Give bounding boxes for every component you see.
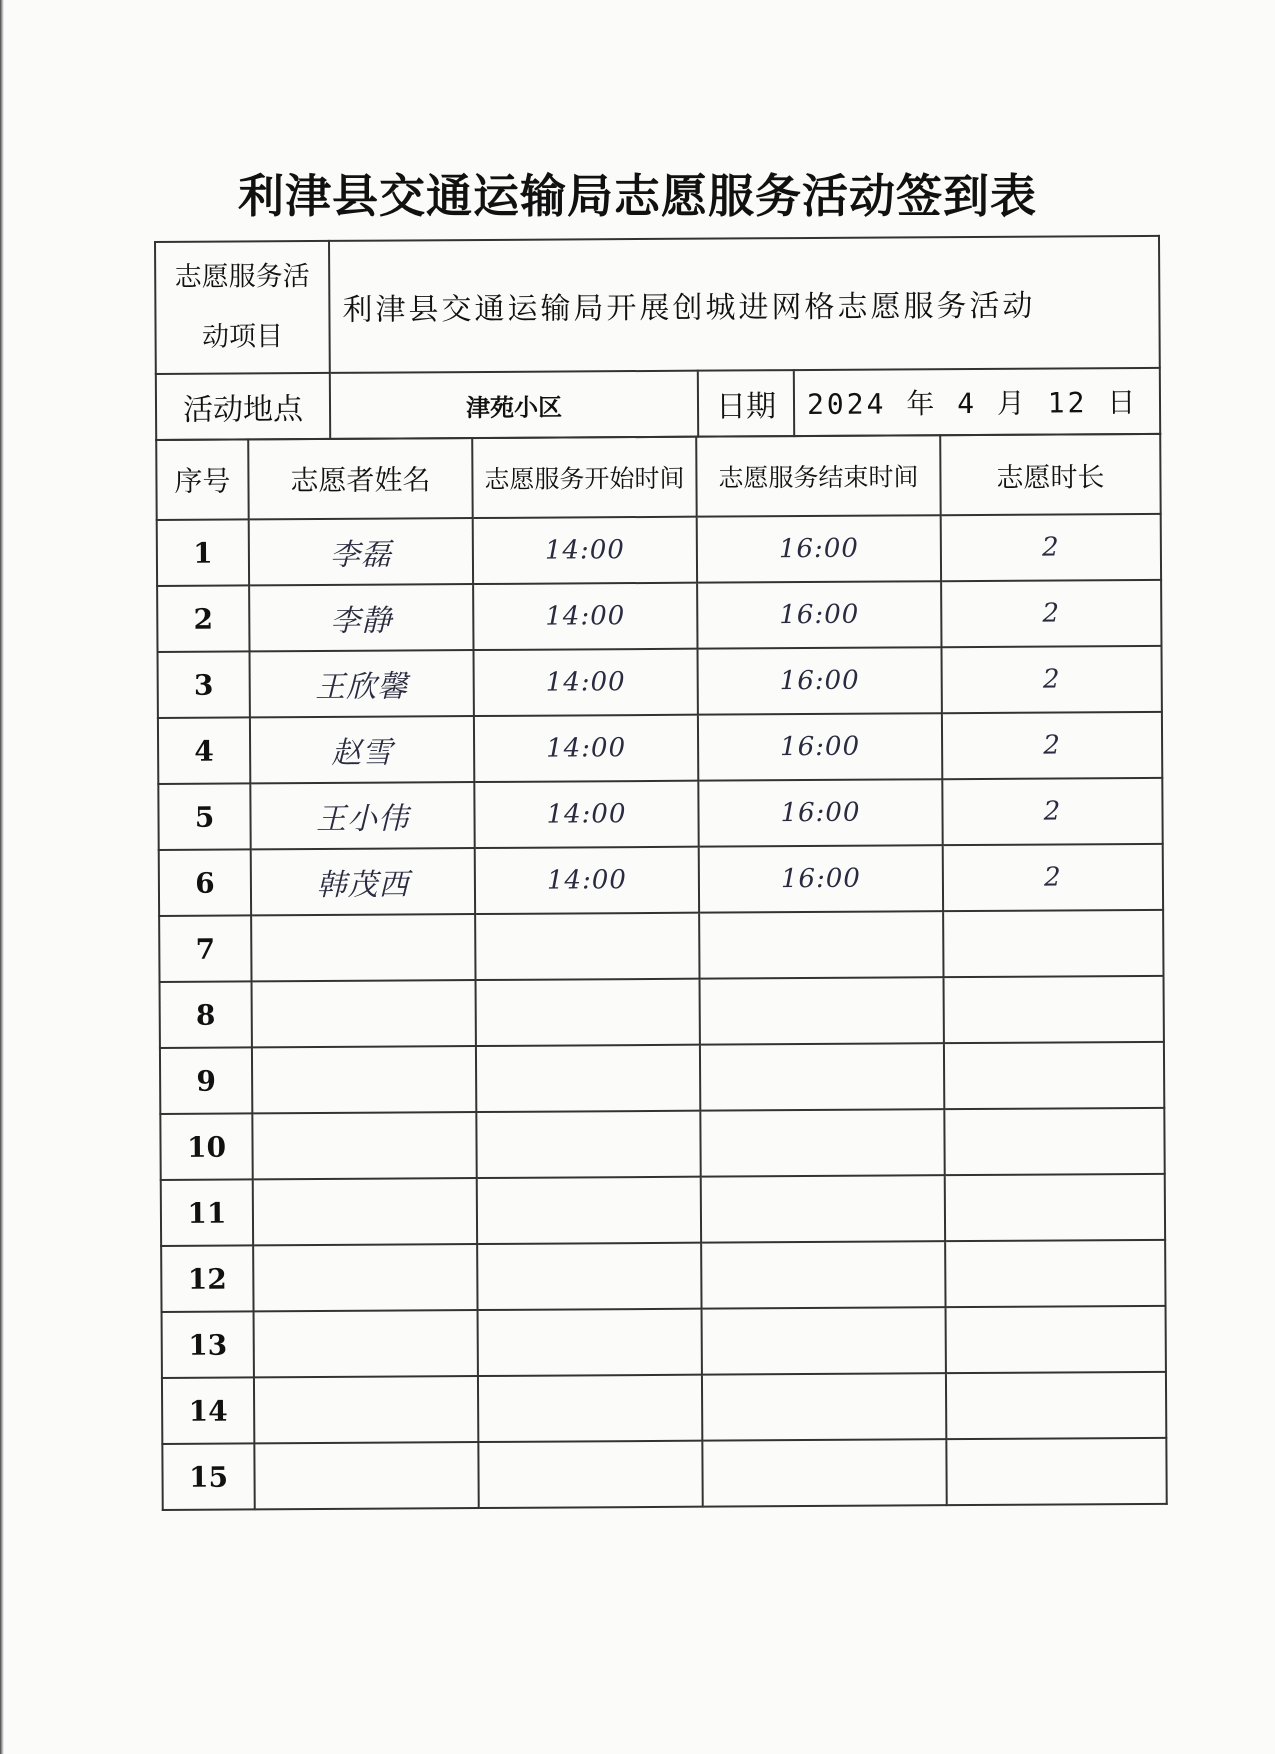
row-start-time (477, 1243, 701, 1310)
table-row (162, 1372, 1166, 1444)
row-start-time (476, 979, 700, 1046)
row-end-time: 16:00 (697, 515, 941, 582)
row-seq: 8 (160, 981, 252, 1048)
row-duration: 2 (942, 778, 1162, 845)
row-duration (945, 1240, 1165, 1307)
row-seq: 14 (162, 1377, 254, 1444)
row-end-time (702, 1373, 946, 1440)
row-seq: 11 (161, 1179, 253, 1246)
row-volunteer-name (254, 1442, 478, 1509)
row-seq: 12 (161, 1245, 253, 1312)
row-duration: 2 (941, 580, 1161, 647)
row-duration: 2 (941, 514, 1161, 581)
row-seq: 1 (157, 519, 249, 586)
table-row (157, 580, 1161, 652)
row-duration: 2 (942, 712, 1162, 779)
header-start-time: 志愿服务开始时间 (472, 437, 696, 518)
row-seq: 6 (159, 849, 251, 916)
row-volunteer-name (252, 1046, 476, 1113)
row-end-time (701, 1175, 945, 1242)
row-seq: 10 (160, 1113, 252, 1180)
row-end-time: 16:00 (697, 581, 941, 648)
row-end-time: 16:00 (698, 779, 942, 846)
row-start-time: 14:00 (474, 649, 698, 716)
table-row (160, 1108, 1164, 1180)
row-volunteer-name: 韩茂西 (251, 848, 475, 915)
table-row (157, 514, 1161, 586)
row-volunteer-name (254, 1310, 478, 1377)
row-end-time (700, 1109, 944, 1176)
row-start-time (478, 1375, 702, 1442)
table-row (162, 1438, 1166, 1510)
table-row (160, 976, 1164, 1048)
row-start-time (478, 1309, 702, 1376)
row-duration (943, 910, 1163, 977)
header-duration: 志愿时长 (940, 434, 1160, 515)
row-end-time (700, 1043, 944, 1110)
project-label-line2: 动项目 (201, 321, 284, 353)
row-volunteer-name (252, 1112, 476, 1179)
activity-info-table (154, 235, 1161, 441)
project-label-cell (155, 241, 330, 374)
project-row (155, 236, 1160, 374)
location-date-row (156, 368, 1160, 440)
row-volunteer-name (252, 980, 476, 1047)
volunteer-table (155, 433, 1168, 1511)
row-start-time (477, 1177, 701, 1244)
row-end-time (700, 977, 944, 1044)
row-start-time (476, 1111, 700, 1178)
row-end-time: 16:00 (698, 647, 942, 714)
page-title: 利津县交通运输局志愿服务活动签到表 (238, 169, 1037, 223)
row-duration: 2 (943, 844, 1163, 911)
row-duration (946, 1306, 1166, 1373)
table-row (160, 1042, 1164, 1114)
header-end-time: 志愿服务结束时间 (696, 435, 940, 516)
row-seq: 5 (158, 783, 250, 850)
scan-edge-shadow (0, 0, 4, 1754)
row-volunteer-name: 王欣馨 (250, 650, 474, 717)
row-start-time: 14:00 (474, 781, 698, 848)
table-row (158, 646, 1162, 718)
date-label: 日期 (698, 370, 794, 437)
project-value: 利津县交通运输局开展创城进网格志愿服务活动 (329, 236, 1160, 373)
row-duration: 2 (941, 646, 1161, 713)
row-volunteer-name: 李磊 (249, 518, 473, 585)
row-seq: 3 (158, 651, 250, 718)
row-duration (945, 1174, 1165, 1241)
row-start-time: 14:00 (473, 517, 697, 584)
table-row (162, 1306, 1166, 1378)
row-end-time: 16:00 (698, 713, 942, 780)
row-end-time: 16:00 (699, 845, 943, 912)
project-label-line1: 志愿服务活 (174, 261, 310, 293)
row-seq: 4 (158, 717, 250, 784)
row-end-time (702, 1439, 946, 1506)
row-volunteer-name (251, 914, 475, 981)
row-duration (944, 1108, 1164, 1175)
header-name: 志愿者姓名 (248, 438, 472, 519)
row-seq: 2 (157, 585, 249, 652)
table-row (158, 778, 1162, 850)
row-start-time: 14:00 (475, 847, 699, 914)
row-seq: 15 (162, 1443, 254, 1510)
row-volunteer-name (253, 1178, 477, 1245)
row-duration (946, 1372, 1166, 1439)
row-start-time (478, 1441, 702, 1508)
row-start-time (476, 1045, 700, 1112)
table-row (159, 910, 1163, 982)
table-row (161, 1174, 1165, 1246)
date-value: 2024 年 4 月 12 日 (794, 368, 1160, 436)
table-row (159, 844, 1163, 916)
location-label: 活动地点 (156, 373, 330, 440)
row-start-time: 14:00 (474, 715, 698, 782)
row-volunteer-name (253, 1244, 477, 1311)
row-end-time (702, 1307, 946, 1374)
table-row (158, 712, 1162, 784)
location-value: 津苑小区 (330, 371, 698, 439)
row-duration (944, 976, 1164, 1043)
row-volunteer-name: 王小伟 (250, 782, 474, 849)
sign-in-sheet (154, 235, 1166, 1513)
row-start-time: 14:00 (473, 583, 697, 650)
header-seq: 序号 (156, 439, 248, 520)
row-seq: 13 (162, 1311, 254, 1378)
row-volunteer-name: 赵雪 (250, 716, 474, 783)
table-header-row (156, 434, 1160, 520)
table-row (161, 1240, 1165, 1312)
row-seq: 9 (160, 1047, 252, 1114)
row-duration (946, 1438, 1166, 1505)
row-end-time (701, 1241, 945, 1308)
row-duration (944, 1042, 1164, 1109)
row-end-time (699, 911, 943, 978)
row-volunteer-name (254, 1376, 478, 1443)
row-seq: 7 (159, 915, 251, 982)
row-start-time (475, 913, 699, 980)
row-volunteer-name: 李静 (249, 584, 473, 651)
